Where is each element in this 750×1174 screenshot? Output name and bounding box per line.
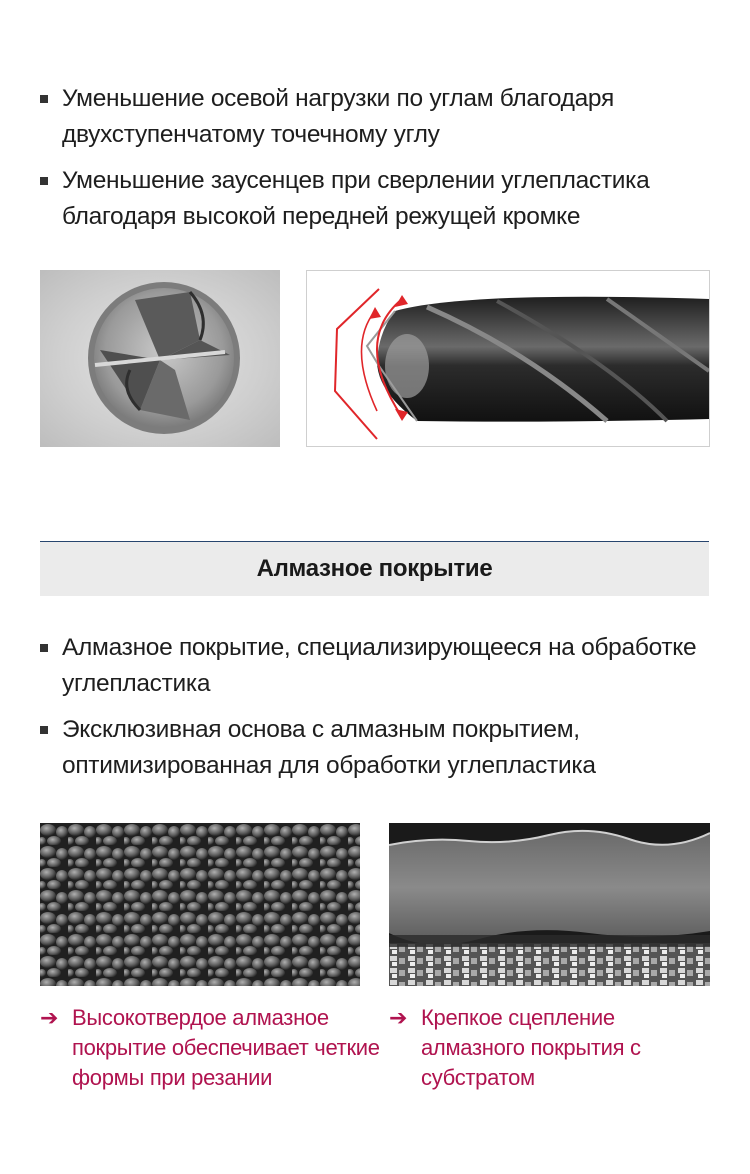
list-item [40, 630, 720, 702]
cross-section-texture [389, 823, 710, 986]
list-item [40, 712, 720, 784]
list-item-text: Уменьшение заусенцев при сверлении углепластика благодаря высокой передней режущей кромке [62, 167, 650, 230]
list-item-text: Алмазное покрытие, специализирующееся на обработке углепластика [62, 634, 697, 697]
diamond-grain-micrograph [40, 823, 360, 986]
feature-list-top [40, 81, 720, 235]
drill-side-illustration [307, 271, 709, 446]
list-item-text: Уменьшение осевой нагрузки по углам благодаря двухступенчатому точечному углу [62, 85, 614, 148]
arrow-right-icon: ➔ [389, 1005, 408, 1030]
section-title: Алмазное покрытие [256, 555, 493, 582]
feature-list-bottom [40, 630, 720, 784]
list-item [40, 163, 720, 235]
bullet-marker [40, 177, 48, 185]
drill-tip-illustration [40, 270, 280, 447]
caption-text: Крепкое сцепление алмазного покрытия с субстратом [421, 1005, 641, 1090]
caption-text: Высокотвердое алмазное покрытие обеспечивает четкие формы при резании [72, 1005, 380, 1090]
list-item [40, 81, 720, 153]
drill-side-photo [306, 270, 710, 447]
caption-right [389, 1003, 709, 1093]
drill-tip-photo [40, 270, 280, 447]
caption-left [40, 1003, 380, 1093]
bullet-marker [40, 95, 48, 103]
bullet-marker [40, 726, 48, 734]
coating-cross-section-micrograph [389, 823, 710, 986]
arrow-right-icon: ➔ [40, 1005, 59, 1030]
grain-texture [40, 823, 360, 986]
list-item-text: Эксклюзивная основа с алмазным покрытием, оптимизированная для обработки углепластика [62, 716, 596, 779]
bullet-marker [40, 644, 48, 652]
section-header [40, 541, 709, 596]
